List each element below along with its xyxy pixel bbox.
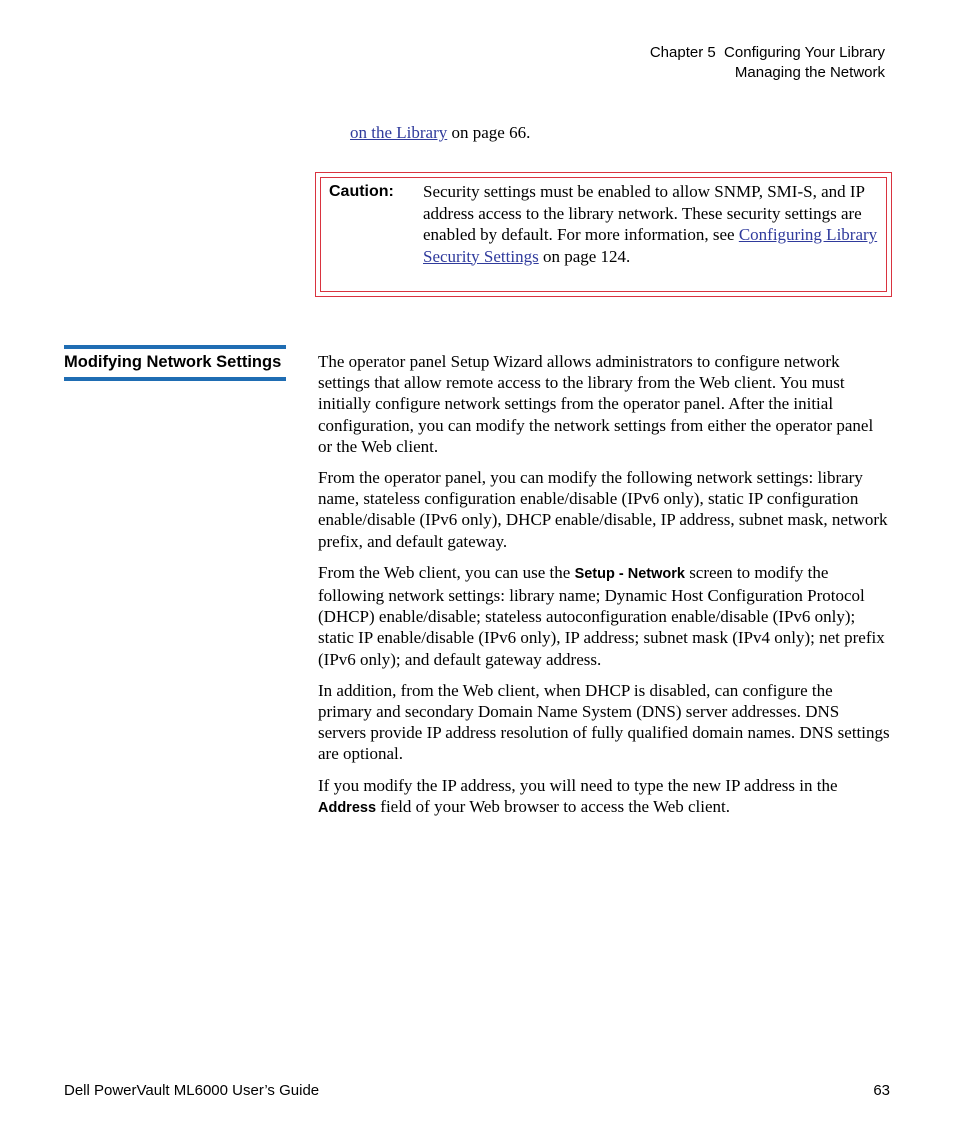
footer-title: Dell PowerVault ML6000 User’s Guide bbox=[64, 1082, 320, 1099]
caution-text-after: on page 124. bbox=[538, 246, 631, 266]
setup-network-term: Setup - Network bbox=[574, 565, 685, 582]
header-chapter: Chapter 5 Configuring Your Library bbox=[649, 44, 885, 61]
paragraph-2: From the operator panel, you can modify the following network settings: library name, stateless configuration enable/disable (IPv6 only), static IP configuration enable/disable (IPv6 only), DHCP enable/disable, IP address, subnet mask, network prefix, and default gateway. bbox=[318, 468, 888, 551]
paragraph-5-after: field of your Web browser to access the Web client. bbox=[376, 796, 731, 816]
paragraph-3-after: screen to modify the following network settings: library name; Dynamic Host Configuration Protocol (DHCP) enable/disable; stateless autoconfiguration enable/disable (IPv6 only); static IP enable/disable (IPv6 only), IP address; subnet mask (IPv4 only); net prefix (IPv6 only); and default gateway address. bbox=[318, 562, 885, 669]
section-body bbox=[318, 351, 890, 829]
paragraph-3 bbox=[318, 562, 890, 670]
caution-box bbox=[315, 172, 892, 297]
address-term: Address bbox=[318, 799, 377, 816]
section-heading bbox=[64, 345, 286, 381]
continued-tail: on page 66. bbox=[447, 123, 531, 142]
caution-text-before: Security settings must be enabled to allow SNMP, SMI-S, and IP address access to the library network. These security settings are enabled by default. For more information, see bbox=[423, 182, 865, 244]
paragraph-1: The operator panel Setup Wizard allows administrators to configure network settings that allow remote access to the library from the Web client. You must initially configure network settings from the operator panel. After the initial configuration, you can modify the network settings from either the operator panel or the Web client. bbox=[318, 352, 874, 456]
caution-text bbox=[423, 181, 878, 267]
section-title: Modifying Network Settings bbox=[64, 353, 282, 371]
page-number: 63 bbox=[873, 1082, 890, 1099]
running-header bbox=[650, 43, 885, 83]
header-section: Managing the Network bbox=[734, 64, 885, 81]
paragraph-3-before: From the Web client, you can use the bbox=[318, 562, 575, 582]
on-the-library-link[interactable]: on the Library bbox=[350, 123, 448, 142]
paragraph-5 bbox=[318, 775, 890, 819]
caution-label: Caution: bbox=[329, 183, 394, 200]
security-settings-link[interactable]: Configuring Library Security Settings bbox=[423, 225, 878, 266]
continued-text bbox=[350, 122, 530, 144]
paragraph-4: In addition, from the Web client, when DHCP is disabled, can configure the primary and secondary Domain Name System (DNS) server addresses. DNS servers provide IP address resolution of fully qualified domain names. DNS settings are optional. bbox=[318, 680, 890, 764]
paragraph-5-before: If you modify the IP address, you will need to type the new IP address in the bbox=[318, 775, 838, 795]
